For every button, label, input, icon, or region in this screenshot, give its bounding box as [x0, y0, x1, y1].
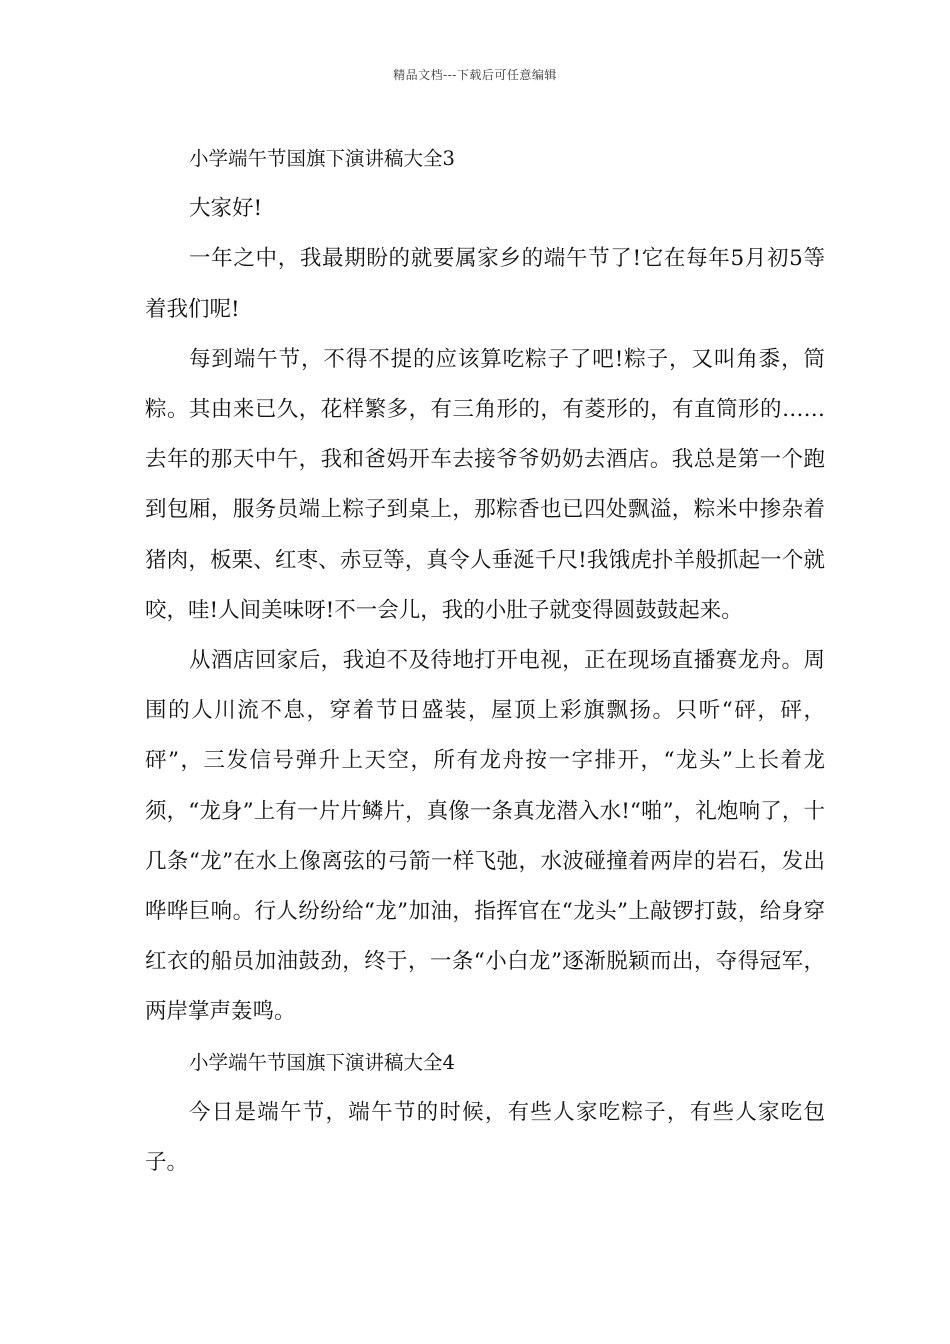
section-heading-4: 小学端午节国旗下演讲稿大全4 — [189, 1050, 455, 1074]
body-paragraph: 一年之中，我最期盼的就要属家乡的端午节了!它在每年5月初5等着我们呢! — [145, 246, 825, 322]
page-header: 精品文档---下载后可任意编辑 — [393, 68, 557, 82]
body-paragraph: 每到端午节，不得不提的应该算吃粽子了吧!粽子，又叫角黍，筒粽。其由来已久，花样繁多，有三角形的，有菱形的，有直筒形的……去年的那天中午，我和爸妈开车去接爷爷奶奶去酒店。我总是第一个跑到包厢，服务员端上粽子到桌上，那粽香也已四处飘溢，粽米中掺杂着猪肉，板栗、红枣、赤豆等，真令人垂涎千尺!我饿虎扑羊般抓起一个就咬，哇!人间美味呀!不一会儿，我的小肚子就变得圆鼓鼓起来。 — [145, 346, 825, 623]
body-paragraph: 从酒店回家后，我迫不及待地打开电视，正在现场直播赛龙舟。周围的人川流不息，穿着节日盛装，屋顶上彩旗飘扬。只听“砰，砰，砰”，三发信号弹升上天空，所有龙舟按一字排开，“龙头”上长着龙须，“龙身”上有一片片鳞片，真像一条真龙潜入水!“啪”，礼炮响了，十几条“龙”在水上像离弦的弓箭一样飞弛，水波碰撞着两岸的岩石，发出哗哗巨响。行人纷纷给“龙”加油，指挥官在“龙头”上敲锣打鼓，给身穿红衣的船员加油鼓劲，终于，一条“小白龙”逐渐脱颖而出，夺得冠军，两岸掌声轰鸣。 — [145, 648, 825, 1025]
greeting-paragraph: 大家好! — [189, 196, 263, 222]
section-heading-3: 小学端午节国旗下演讲稿大全3 — [189, 147, 455, 170]
document-body — [145, 134, 825, 1188]
body-paragraph: 今日是端午节，端午节的时候，有些人家吃粽子，有些人家吃包子。 — [145, 1099, 825, 1176]
